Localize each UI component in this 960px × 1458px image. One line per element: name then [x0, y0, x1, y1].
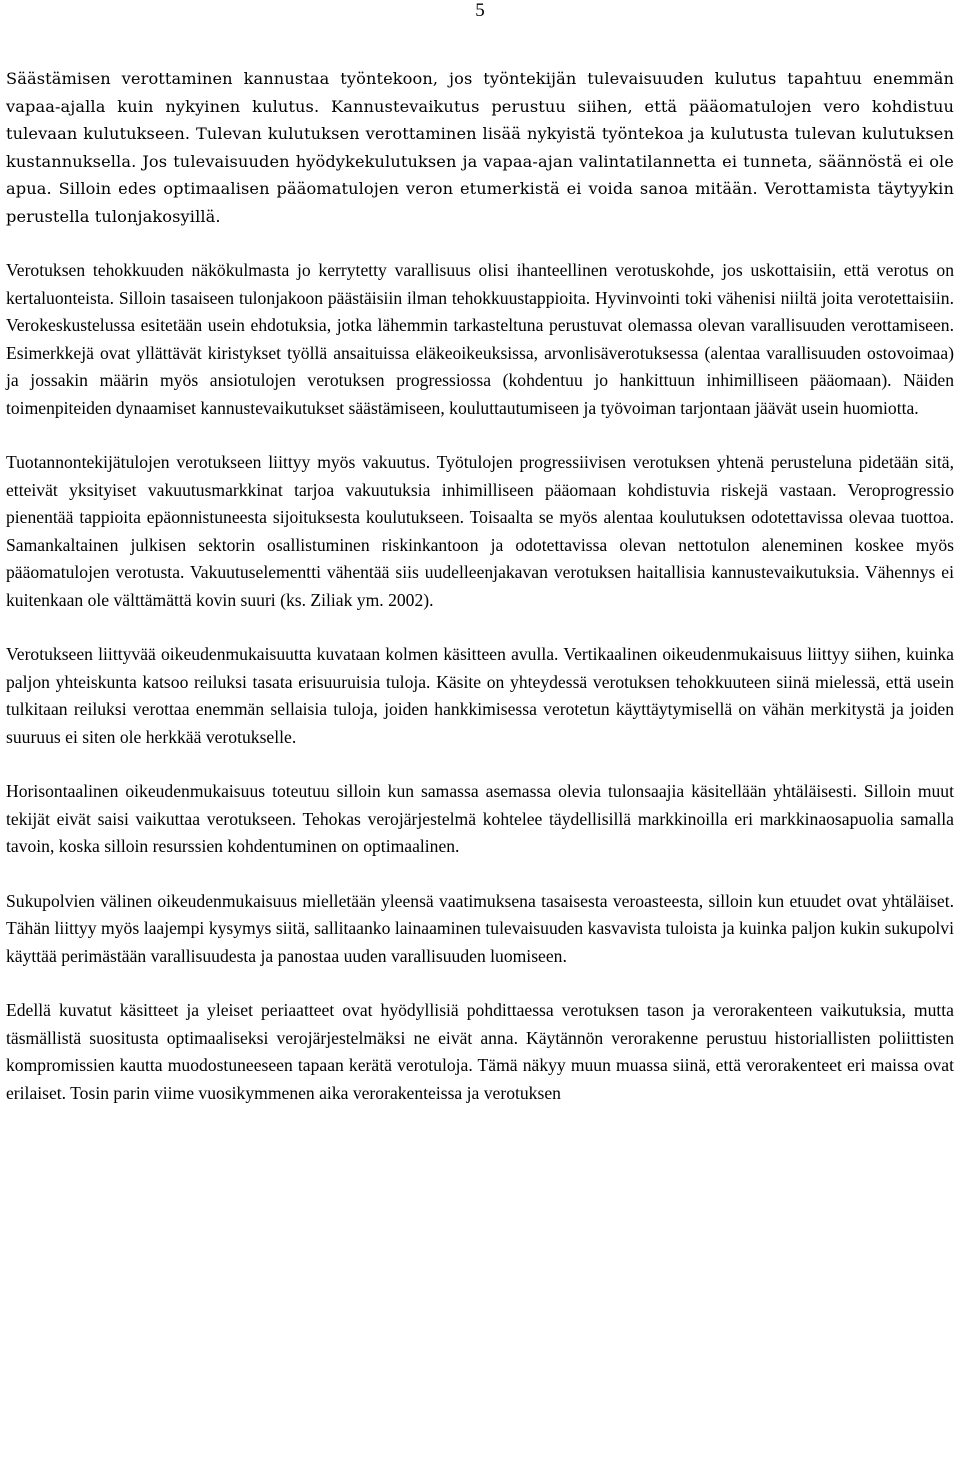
paragraph-vertical-fairness: Verotukseen liittyvää oikeudenmukaisuutta kuvataan kolmen käsitteen avulla. Vertikaalinen oikeudenmukaisuus liittyy siihen, kuinka paljon yhteiskunta katsoo reiluksi tasata erisuuruisia tuloja. Käsite on yhteydessä verotuksen tehokkuuteen siinä mielessä, että usein tulkitaan reiluksi verottaa enemmän sellaisia tuloja, joiden hankkimisessa verotetun käyttäytymisellä on vähän merkitystä ja joiden suuruus ei siten ole herkkää verotukselle. [6, 644, 954, 747]
page-number: 5 [475, 0, 485, 21]
paragraph-insurance: Tuotannontekijätulojen verotukseen liittyy myös vakuutus. Työtulojen progressiivisen verotuksen yhtenä perusteluna pidetään sitä, etteivät yksityiset vakuutusmarkkinat tarjoa vakuutuksia inhimilliseen pääomaan kohdistuvia riskejä vastaan. Veroprogressio pienentää tappioita epäonnistuneesta sijoituksesta koulutukseen. Toisaalta se myös alentaa koulutuksen odotettavissa olevaa tuottoa. Samankaltainen julkisen sektorin osallistuminen riskinkantoon ja odotettavissa olevan nettotulon aleneminen koskee myös pääomatulojen verotusta. Vakuutuselementti vähentää siis uudelleenjakavan verotuksen haitallisia kannustevaikutuksia. Vähennys ei kuitenkaan ole välttämättä kovin suuri (ks. Ziliak ym. 2002). [6, 452, 954, 610]
paragraph-intergenerational-fairness: Sukupolvien välinen oikeudenmukaisuus mielletään yleensä vaatimuksena tasaisesta veroasteesta, silloin kun etuudet ovat yhtäläiset. Tähän liittyy myös laajempi kysymys siitä, sallitaanko lainaaminen tulevaisuuden kasvavista tuloista ja kuinka paljon kukin sukupolvi käyttää perimästään varallisuudesta ja panostaa uuden varallisuuden luomiseen. [6, 890, 954, 966]
document-body [6, 65, 954, 1134]
paragraph-savings-taxation: Säästämisen verottaminen kannustaa työntekoon, jos työntekijän tulevaisuuden kulutus tapahtuu enemmän vapaa-ajalla kuin nykyinen kulutus. Kannustevaikutus perustuu siihen, että pääomatulojen vero kohdistuu tulevaan kulutukseen. Tulevan kulutuksen verottaminen lisää nykyistä työntekoa ja kulutusta tulevan kulutuksen kustannuksella. Jos tulevaisuuden hyödykekulutuksen ja vapaa-ajan valintatilannetta ei tunneta, säännöstä ei ole apua. Silloin edes optimaalisen pääomatulojen veron etumerkistä ei voida sanoa mitään. Verottamista täytyykin perustella tulonjakosyillä. [6, 69, 954, 226]
paragraph-horizontal-fairness: Horisontaalinen oikeudenmukaisuus toteutuu silloin kun samassa asemassa olevia tulonsaajia käsitellään yhtäläisesti. Silloin muut tekijät eivät saisi vaikuttaa verotukseen. Tehokas verojärjestelmä kohtelee täydellisillä markkinoilla eri markkinaosapuolia samalla tavoin, koska silloin resurssien kohdentuminen on optimaalinen. [6, 781, 954, 856]
paragraph-tax-structure: Edellä kuvatut käsitteet ja yleiset periaatteet ovat hyödyllisiä pohdittaessa verotuksen tason ja verorakenteen vaikutuksia, mutta täsmällistä suositusta optimaaliseksi verojärjestelmäksi ne eivät anna. Käytännön verorakenne perustuu historiallisten poliittisten kompromissien kautta muodostuneeseen tapaan kerätä verotuloja. Tämä näkyy muun muassa siinä, että verorakenteet eri maissa ovat erilaiset. Tosin parin viime vuosikymmenen aika verorakenteissa ja verotuksen [6, 1000, 954, 1103]
paragraph-wealth-taxation: Verotuksen tehokkuuden näkökulmasta jo kerrytetty varallisuus olisi ihanteellinen verotuskohde, jos uskottaisiin, että verotus on kertaluonteista. Silloin tasaiseen tulonjakoon päästäisiin ilman tehokkuustappioita. Hyvinvointi toki vähenisi niiltä joita verotettaisiin. Verokeskustelussa esitetään usein ehdotuksia, jotka lähemmin tarkasteltuna perustuvat olemassa olevan varallisuuden verottamiseen. Esimerkkejä ovat yllättävät kiristykset työllä ansaituissa eläkeoikeuksissa, arvonlisäverotuksessa (alentaa varallisuuden ostovoimaa) ja jossakin määrin myös ansiotulojen verotuksen progressiossa (kohdentuu jo hankittuun inhimilliseen pääomaan). Näiden toimenpiteiden dynaamiset kannustevaikutukset säästämiseen, kouluttautumiseen ja työvoiman tarjontaan jäävät usein huomiotta. [6, 260, 954, 418]
